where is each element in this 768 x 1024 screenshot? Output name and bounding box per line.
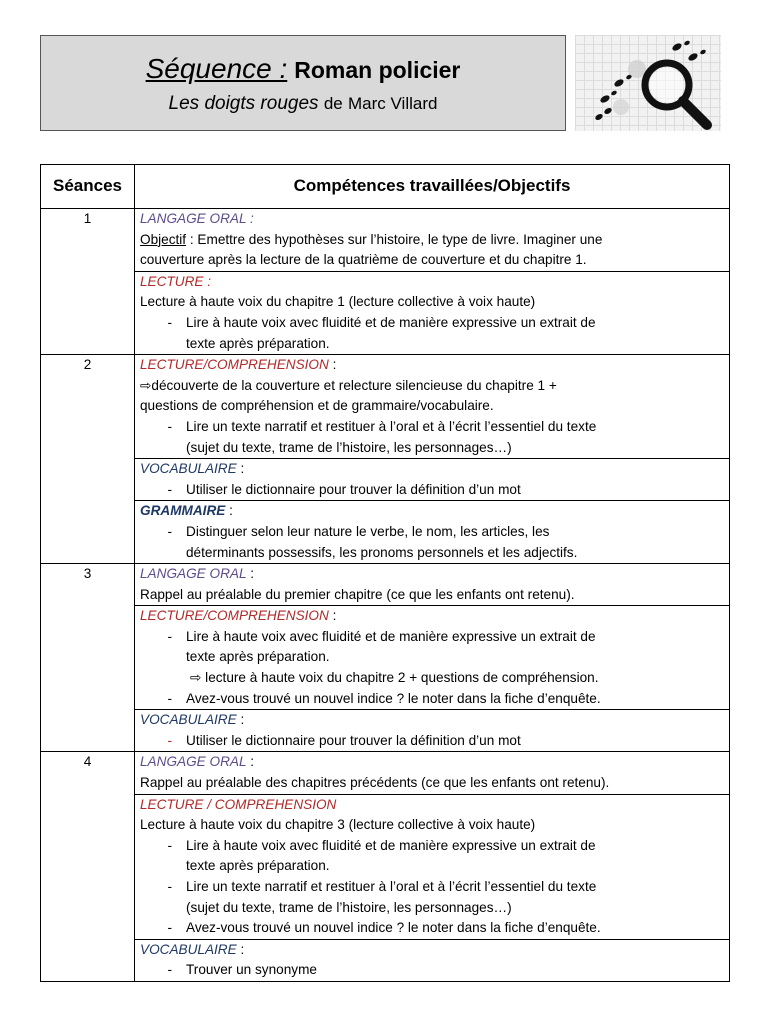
bullet-text: Avez-vous trouvé un nouvel indice ? le noter dans la fiche d’enquête. [186, 690, 601, 706]
bullet-text: Lire un texte narratif et restituer à l’oral et à l’écrit l’essentiel du texte [186, 418, 597, 434]
category-label: LECTURE / COMPREHENSION [140, 796, 337, 812]
table-row [41, 459, 730, 501]
session-number: 4 [41, 752, 135, 982]
sequence-header [40, 35, 566, 131]
blot-1 [628, 60, 646, 78]
bullet-dash: - [167, 920, 172, 936]
category-suffix: : [246, 566, 255, 582]
footprint-7 [671, 42, 683, 52]
objective-block [135, 501, 730, 564]
category-label: LECTURE : [140, 273, 212, 289]
footprint-8 [683, 40, 690, 46]
text-line: lecture à haute voix du chapitre 2 + questions de compréhension. [201, 670, 599, 686]
footprint-4 [610, 90, 617, 96]
text-line: questions de compréhension et de grammaire/vocabulaire. [140, 398, 494, 414]
footprint-3 [599, 94, 611, 104]
bullet-dash: - [167, 418, 172, 434]
column-header-objectives: Compétences travaillées/Objectifs [135, 165, 730, 209]
text-line: découverte de la couverture et relecture silencieuse du chapitre 1 + [151, 377, 557, 393]
bullet-dash: - [167, 628, 172, 644]
bullet-text-cont: texte après préparation. [186, 858, 330, 874]
text-line: Rappel au préalable du premier chapitre (ce que les enfants ont retenu). [140, 586, 575, 602]
bullet-dash: - [167, 837, 172, 853]
objective-block [135, 939, 730, 981]
footprint-5 [613, 78, 625, 88]
session-number: 1 [41, 209, 135, 355]
category-suffix: : [236, 941, 245, 957]
table-row [41, 710, 730, 752]
objective-block [135, 271, 730, 354]
objective-block [135, 355, 730, 459]
sequence-label: Séquence : [145, 53, 288, 84]
bullet-text-cont: texte après préparation. [186, 335, 330, 351]
category-suffix: : [236, 461, 245, 477]
bullet-dash: - [167, 962, 172, 978]
book-title: Les doigts rouges [168, 93, 319, 114]
category-line [140, 355, 724, 376]
bullet-text: Lire à haute voix avec fluidité et de manière expressive un extrait de [186, 628, 596, 644]
bullet-text-cont: texte après préparation. [186, 649, 330, 665]
bullet-text-cont: déterminants possessifs, les pronoms personnels et les adjectifs. [186, 544, 578, 560]
magnifier-handle [683, 101, 707, 125]
bullet-text: Trouver un synonyme [186, 962, 317, 978]
text-line: Rappel au préalable des chapitres précédents (ce que les enfants ont retenu). [140, 775, 610, 791]
category-label: LANGAGE ORAL : [140, 211, 254, 226]
magnifier-illustration [575, 35, 721, 131]
bullet-item [140, 417, 724, 438]
table-row [41, 501, 730, 564]
category-suffix: : [328, 357, 337, 373]
table-row [41, 794, 730, 939]
table-row [41, 752, 730, 794]
book-line [41, 93, 565, 115]
category-line [140, 940, 724, 961]
category-label: LANGAGE ORAL [140, 566, 247, 582]
objective-text-cont: couverture après la lecture de la quatrième de couverture et du chapitre 1. [140, 252, 587, 268]
bullet-dash: - [167, 690, 172, 706]
objective-block [135, 710, 730, 752]
table-row [41, 564, 730, 606]
bullet-dash: - [167, 523, 172, 539]
category-line [140, 752, 724, 773]
author-name: Marc Villard [348, 94, 438, 113]
bullet-text: Lire un texte narratif et restituer à l’oral et à l’écrit l’essentiel du texte [186, 879, 597, 894]
bullet-dash: - [167, 732, 172, 748]
objective-label: Objectif [140, 231, 187, 247]
column-header-sessions: Séances [41, 165, 135, 209]
arrow-line [140, 668, 724, 689]
bullet-item [140, 522, 724, 543]
sequence-topic: Roman policier [294, 57, 461, 83]
category-line [140, 501, 724, 522]
arrow-icon: ⇨ [190, 670, 202, 686]
magnifier-glass [650, 68, 684, 102]
bullet-dash: - [167, 481, 172, 497]
bullet-item [140, 960, 724, 981]
text-line: Lecture à haute voix du chapitre 1 (lecture collective à voix haute) [140, 294, 536, 310]
footprint-9 [687, 52, 699, 62]
text-line: Lecture à haute voix du chapitre 3 (lecture collective à voix haute) [140, 817, 536, 833]
bullet-item [140, 836, 724, 857]
category-label: LECTURE/COMPREHENSION [140, 608, 329, 624]
category-label: GRAMMAIRE [140, 503, 226, 519]
bullet-text: Lire à haute voix avec fluidité et de manière expressive un extrait de [186, 837, 596, 853]
category-label: LECTURE/COMPREHENSION [140, 357, 329, 373]
session-number: 3 [41, 564, 135, 752]
category-line [140, 606, 724, 627]
objective-block [135, 459, 730, 501]
objective-block [135, 794, 730, 939]
objective-text: : Emettre des hypothèses sur l’histoire, le type de livre. Imaginer une [186, 231, 603, 247]
bullet-dash: - [167, 314, 172, 330]
table-row [41, 355, 730, 459]
planning-table [40, 164, 730, 982]
bullet-text: Distinguer selon leur nature le verbe, le nom, les articles, les [186, 523, 550, 539]
category-suffix: : [236, 712, 245, 728]
objective-block [135, 606, 730, 710]
category-label: VOCABULAIRE [140, 941, 237, 957]
category-line [140, 564, 724, 585]
category-label: VOCABULAIRE [140, 461, 237, 477]
bullet-text: Lire à haute voix avec fluidité et de manière expressive un extrait de [186, 314, 596, 330]
category-suffix: : [328, 608, 337, 624]
footprint-10 [699, 49, 706, 55]
bullet-text: Utiliser le dictionnaire pour trouver la définition d’un mot [186, 481, 521, 497]
bullet-item [140, 877, 724, 898]
arrow-line [140, 376, 724, 397]
objective-block [135, 209, 730, 272]
bullet-item [140, 480, 724, 501]
bullet-text-cont: (sujet du texte, trame de l’histoire, les personnages…) [186, 899, 512, 915]
category-line [140, 459, 724, 480]
bullet-text-cont: (sujet du texte, trame de l’histoire, les personnages…) [186, 439, 512, 455]
bullet-text: Utiliser le dictionnaire pour trouver la définition d’un mot [186, 732, 521, 748]
magnifier-footprints-icon [575, 35, 721, 131]
category-label: LANGAGE ORAL [140, 754, 247, 770]
bullet-item [140, 731, 724, 752]
bullet-item [140, 689, 724, 710]
category-suffix: : [225, 503, 233, 519]
table-header-row [41, 165, 730, 209]
table-row [41, 209, 730, 272]
bullet-dash: - [167, 879, 172, 894]
category-label: VOCABULAIRE [140, 712, 237, 728]
arrow-icon: ⇨ [140, 377, 152, 393]
blot-2 [613, 99, 629, 115]
table-row [41, 271, 730, 354]
bullet-item [140, 918, 724, 939]
category-line [140, 710, 724, 731]
sequence-title [41, 54, 565, 85]
objective-block [135, 564, 730, 606]
bullet-text: Avez-vous trouvé un nouvel indice ? le noter dans la fiche d’enquête. [186, 920, 601, 936]
author-prefix: de [323, 94, 343, 113]
table-row [41, 939, 730, 981]
footprint-1 [594, 113, 604, 122]
table-row [41, 606, 730, 710]
category-suffix: : [246, 754, 255, 770]
footprint-2 [603, 107, 613, 116]
session-number: 2 [41, 355, 135, 564]
objective-line [140, 230, 724, 251]
objective-block [135, 752, 730, 794]
bullet-item [140, 627, 724, 648]
bullet-item [140, 313, 724, 334]
